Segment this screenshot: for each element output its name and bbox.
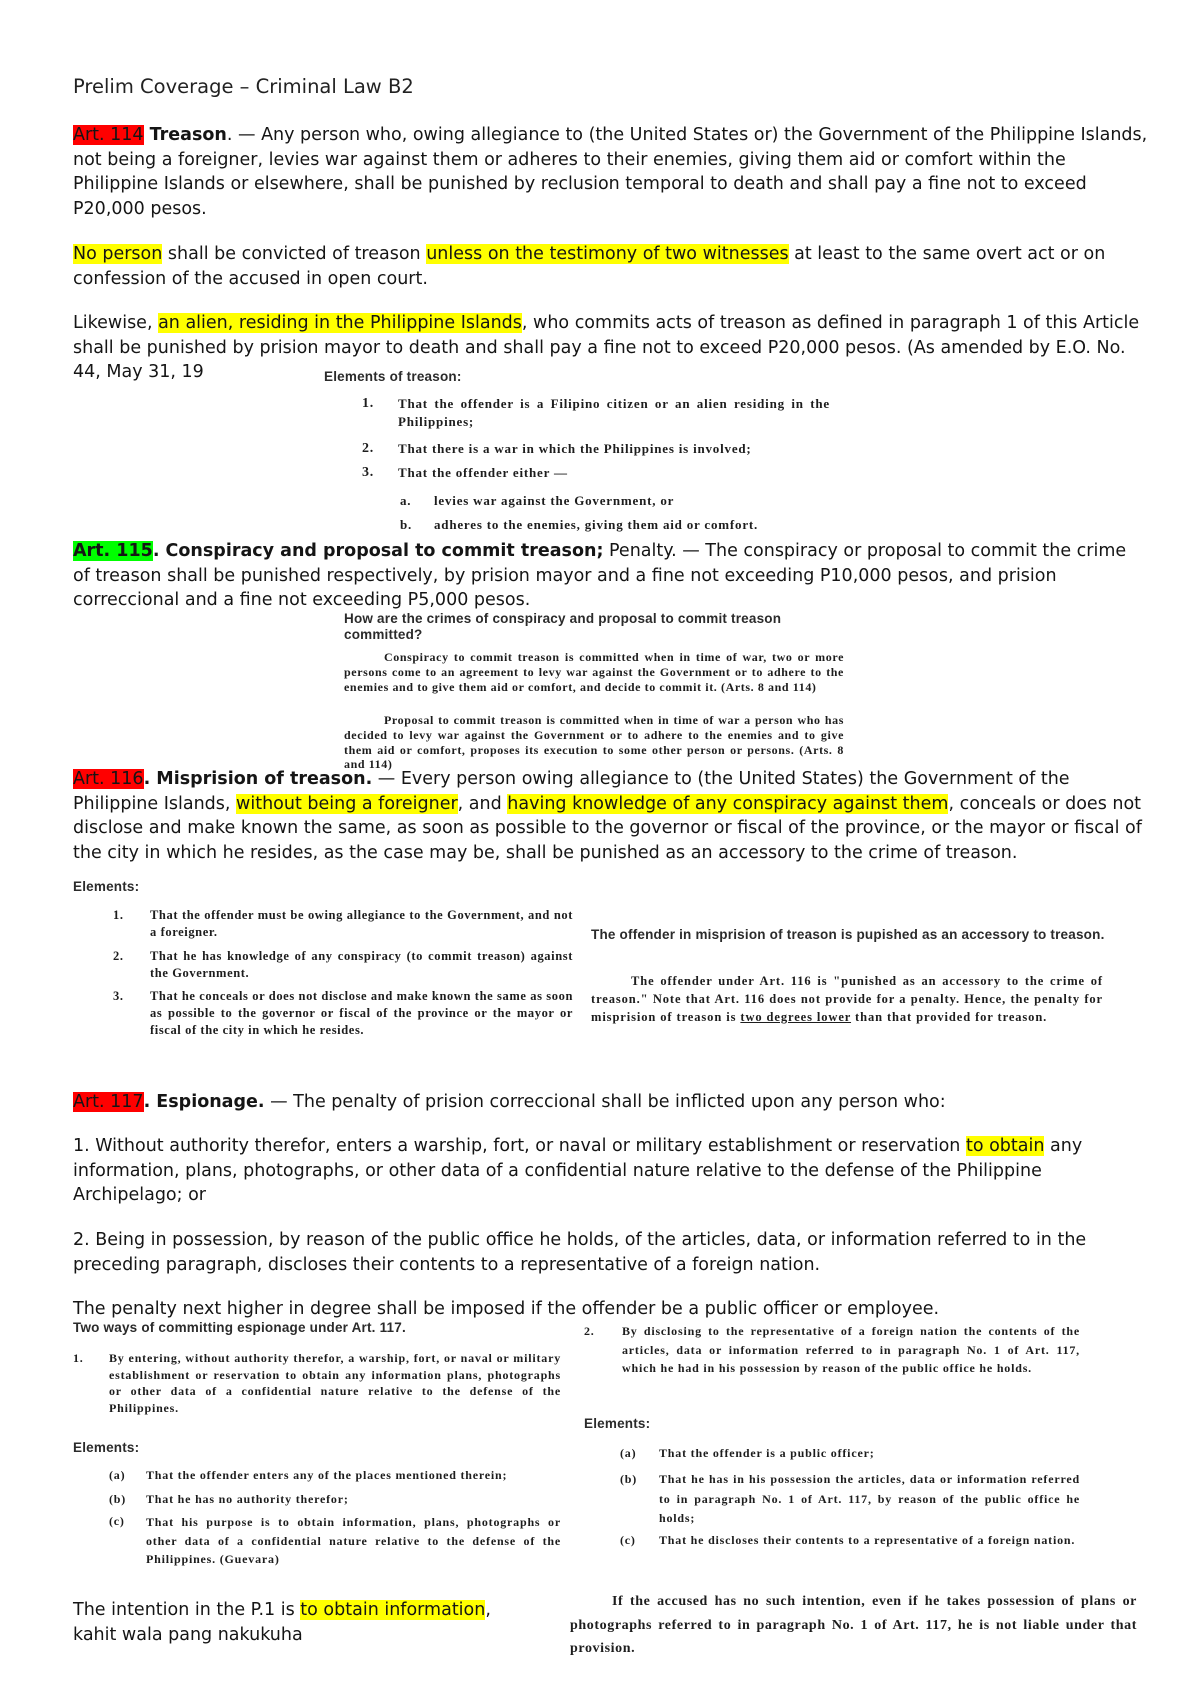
list-item: That the offender either — xyxy=(398,465,568,480)
alien-text-2: , who commits acts of treason as defined in paragraph 1 of this Article shall be punished by prision mayor to death and shall pay a fine not to exceed P20,000 pesos. (As amended by E.O. No. 44, May 31, 19 xyxy=(73,313,1140,382)
misprision-penalty-heading: The offender in misprision of treason is pupished as an accessory to treason. xyxy=(591,927,1105,942)
treason-elements-scan xyxy=(324,369,844,539)
intention-text-2: , xyxy=(485,1600,491,1620)
art-115-heading: . Conspiracy and proposal to commit treason; xyxy=(152,541,604,561)
art-115-label: Art. 115 xyxy=(73,541,153,561)
art-116-text-3: , conceals or does not disclose and make known the same, as soon as possible to the governor or fiscal of the province, or the mayor or fiscal of the city in which he resides, as the case may be, shall be punished as an accessory to the crime of treason. xyxy=(73,793,1142,863)
espionage-way-2: By disclosing to the representative of a foreign nation the contents of the articles, data or information referred to in paragraph No. 1 of Art. 117, which he had in his possession by reason of the public office he holds. xyxy=(622,1324,1080,1375)
list-item: That the offender is a Filipino citizen or an alien residing in the Philippines; xyxy=(398,396,830,429)
highlight-two-witnesses: unless on the testimony of two witnesses xyxy=(426,244,789,264)
conspiracy-note-heading: How are the crimes of conspiracy and proposal to commit treason committed? xyxy=(344,611,782,642)
art-116-heading: . Misprision of treason. xyxy=(143,769,373,789)
misprision-elements-heading: Elements: xyxy=(73,879,140,894)
list-item: That the offender is a public officer; xyxy=(659,1446,875,1460)
espionage-ways-heading: Two ways of committing espionage under Art. 117. xyxy=(73,1320,406,1335)
page-title: Prelim Coverage – Criminal Law B2 xyxy=(73,75,414,98)
highlight-no-person: No person xyxy=(73,244,163,264)
art-115-text: Penalty. — The conspiracy or proposal to commit the crime of treason shall be punished respectively, by prision mayor and a fine not exceeding P10,000 pesos, and prision correccional and a fine not exceeding P5,000 pesos. xyxy=(73,541,1127,610)
art-117-par1-text-2: any information, plans, photographs, or other data of a confidential nature relative to the defense of the Philippine Archipelago; or xyxy=(73,1136,1083,1205)
conspiracy-definition: Conspiracy to commit treason is committed when in time of war, two or more persons come to an agreement to levy war against the Government or to adhere to the enemies and to give them aid or comfort, and decide to commit it. (Arts. 8 and 114) xyxy=(344,650,844,694)
art-117-paragraph-2: 2. Being in possession, by reason of the public office he holds, of the articles, data, or information referred to in the preceding paragraph, discloses their contents to a representative of a foreign nation. xyxy=(73,1230,1087,1275)
art-116-paragraph xyxy=(73,767,1148,865)
witnesses-text-2: at least to the same overt act or on confession of the accused in open court. xyxy=(73,244,1106,289)
list-item: That he conceals or does not disclose and make known the same as soon as possible to the governor or fiscal of the province or the mayor or fiscal of the city in which he resides. xyxy=(150,989,573,1037)
misprision-scan xyxy=(73,879,1113,1047)
espionage-way-1: By entering, without authority therefor, a warship, fort, or naval or military establishment or reservation to obtain any information plans, photographs or other data of a confidential nature relative to the defense of the Philippines. xyxy=(109,1351,561,1415)
list-item: That he discloses their contents to a representative of a foreign nation. xyxy=(659,1533,1076,1547)
list-item-letter: (c) xyxy=(109,1514,125,1528)
list-item-letter: (b) xyxy=(620,1472,638,1486)
list-item-number: 1. xyxy=(73,1351,84,1365)
art-117-label: Art. 117 xyxy=(73,1092,144,1112)
list-item-letter: (b) xyxy=(109,1492,127,1506)
misprision-penalty-text-2: than that provided for treason. xyxy=(851,1010,1048,1024)
list-item: That he has no authority therefor; xyxy=(146,1492,349,1506)
list-item-letter: (a) xyxy=(620,1446,637,1460)
list-item-letter: (a) xyxy=(109,1468,126,1482)
list-item: That the offender must be owing allegiance to the Government, and not a foreigner. xyxy=(150,908,573,939)
list-item: That there is a war in which the Philippines is involved; xyxy=(398,441,752,456)
list-item-number: 2. xyxy=(362,441,375,456)
misprision-penalty-text-1: The offender under Art. 116 is "punished as an accessory to the crime of treason." Note that Art. 116 does not provide for a penalty. Hence, the penalty for misprision of treason is xyxy=(591,974,1103,1024)
intention-line-2: kahit wala pang nakukuha xyxy=(73,1624,303,1645)
art-116-text-1: — Every person owing allegiance to (the United States) the Government of the Philippine Islands, xyxy=(73,769,1070,814)
way-1-elements-heading: Elements: xyxy=(73,1440,140,1455)
list-item-letter: (c) xyxy=(620,1533,636,1547)
list-item-number: 2. xyxy=(584,1324,595,1338)
witnesses-text-1: shall be convicted of treason xyxy=(162,244,427,264)
art-117-paragraph xyxy=(73,1090,1148,1115)
art-116-label: Art. 116 xyxy=(73,769,144,789)
list-item-number: 1. xyxy=(362,396,375,411)
highlight-alien-residing: an alien, residing in the Philippine Islands xyxy=(158,313,522,333)
sub-item-letter: a. xyxy=(400,493,412,508)
art-117-par1-text-1: 1. Without authority therefor, enters a warship, fort, or naval or military establishment or reservation xyxy=(73,1136,966,1156)
conspiracy-note-scan xyxy=(344,611,849,771)
art-114-label: Art. 114 xyxy=(73,125,144,145)
list-item-number: 2. xyxy=(113,949,124,963)
art-116-text-2: , and xyxy=(457,793,508,814)
treason-elements-heading: Elements of treason: xyxy=(324,369,462,384)
list-item-number: 3. xyxy=(113,989,124,1003)
list-item: That his purpose is to obtain information, plans, photographs or other data of a confidential nature relative to the defense of the Philippines. (Guevara) xyxy=(146,1515,561,1566)
espionage-ways-scan xyxy=(73,1320,1143,1572)
misprision-penalty-text xyxy=(591,972,1103,1026)
way-2-elements-heading: Elements: xyxy=(584,1416,651,1431)
highlight-to-obtain: to obtain xyxy=(965,1136,1045,1156)
art-117-heading: . Espionage. xyxy=(143,1092,265,1112)
art-115-paragraph xyxy=(73,539,1148,613)
list-item: That the offender enters any of the places mentioned therein; xyxy=(146,1468,508,1482)
art-114-paragraph xyxy=(73,123,1148,221)
intention-text-1: The intention in the P.1 is xyxy=(73,1600,301,1620)
no-intention-note: If the accused has no such intention, even if he takes possession of plans or photographs referred to in paragraph No. 1 of Art. 117, he is not liable under that provision. xyxy=(570,1590,1137,1661)
sub-item: levies war against the Government, or xyxy=(434,493,675,508)
list-item-number: 1. xyxy=(113,908,124,922)
sub-item-letter: b. xyxy=(400,517,413,532)
two-degrees-lower: two degrees lower xyxy=(740,1010,852,1024)
intention-note xyxy=(73,1598,563,1647)
sub-item: adheres to the enemies, giving them aid or comfort. xyxy=(434,517,759,532)
art-114-text: . — Any person who, owing allegiance to (the United States or) the Government of the Philippine Islands, not being a foreigner, levies war against them or adheres to their enemies, giving them aid or comfort within the Philippine Islands or elsewhere, shall be punished by reclusion temporal to death and shall pay a fine not to exceed P20,000 pesos. xyxy=(73,125,1148,219)
list-item: That he has knowledge of any conspiracy (to commit treason) against the Government. xyxy=(150,949,573,980)
highlight-knowledge-conspiracy: having knowledge of any conspiracy against them xyxy=(507,793,949,814)
list-item-number: 3. xyxy=(362,465,375,480)
art-117-paragraph-1 xyxy=(73,1134,1148,1208)
list-item: That he has in his possession the articles, data or information referred to in paragraph No. 1 of Art. 117, by reason of the public office he holds; xyxy=(659,1472,1080,1525)
art-114-witnesses-paragraph xyxy=(73,242,1148,291)
proposal-definition: Proposal to commit treason is committed when in time of war a person who has decided to levy war against the Government or to adhere to the enemies and to give them aid or comfort, proposes its execution to some other person or persons. (Arts. 8 and 114) xyxy=(344,713,844,772)
art-114-heading: Treason xyxy=(143,125,227,145)
highlight-without-foreigner: without being a foreigner xyxy=(236,793,458,814)
highlight-obtain-information: to obtain information xyxy=(300,1600,486,1620)
alien-text-1: Likewise, xyxy=(73,313,159,333)
art-117-text: — The penalty of prision correccional shall be inflicted upon any person who: xyxy=(264,1092,946,1112)
art-117-penalty: The penalty next higher in degree shall be imposed if the offender be a public officer or employee. xyxy=(73,1299,940,1319)
